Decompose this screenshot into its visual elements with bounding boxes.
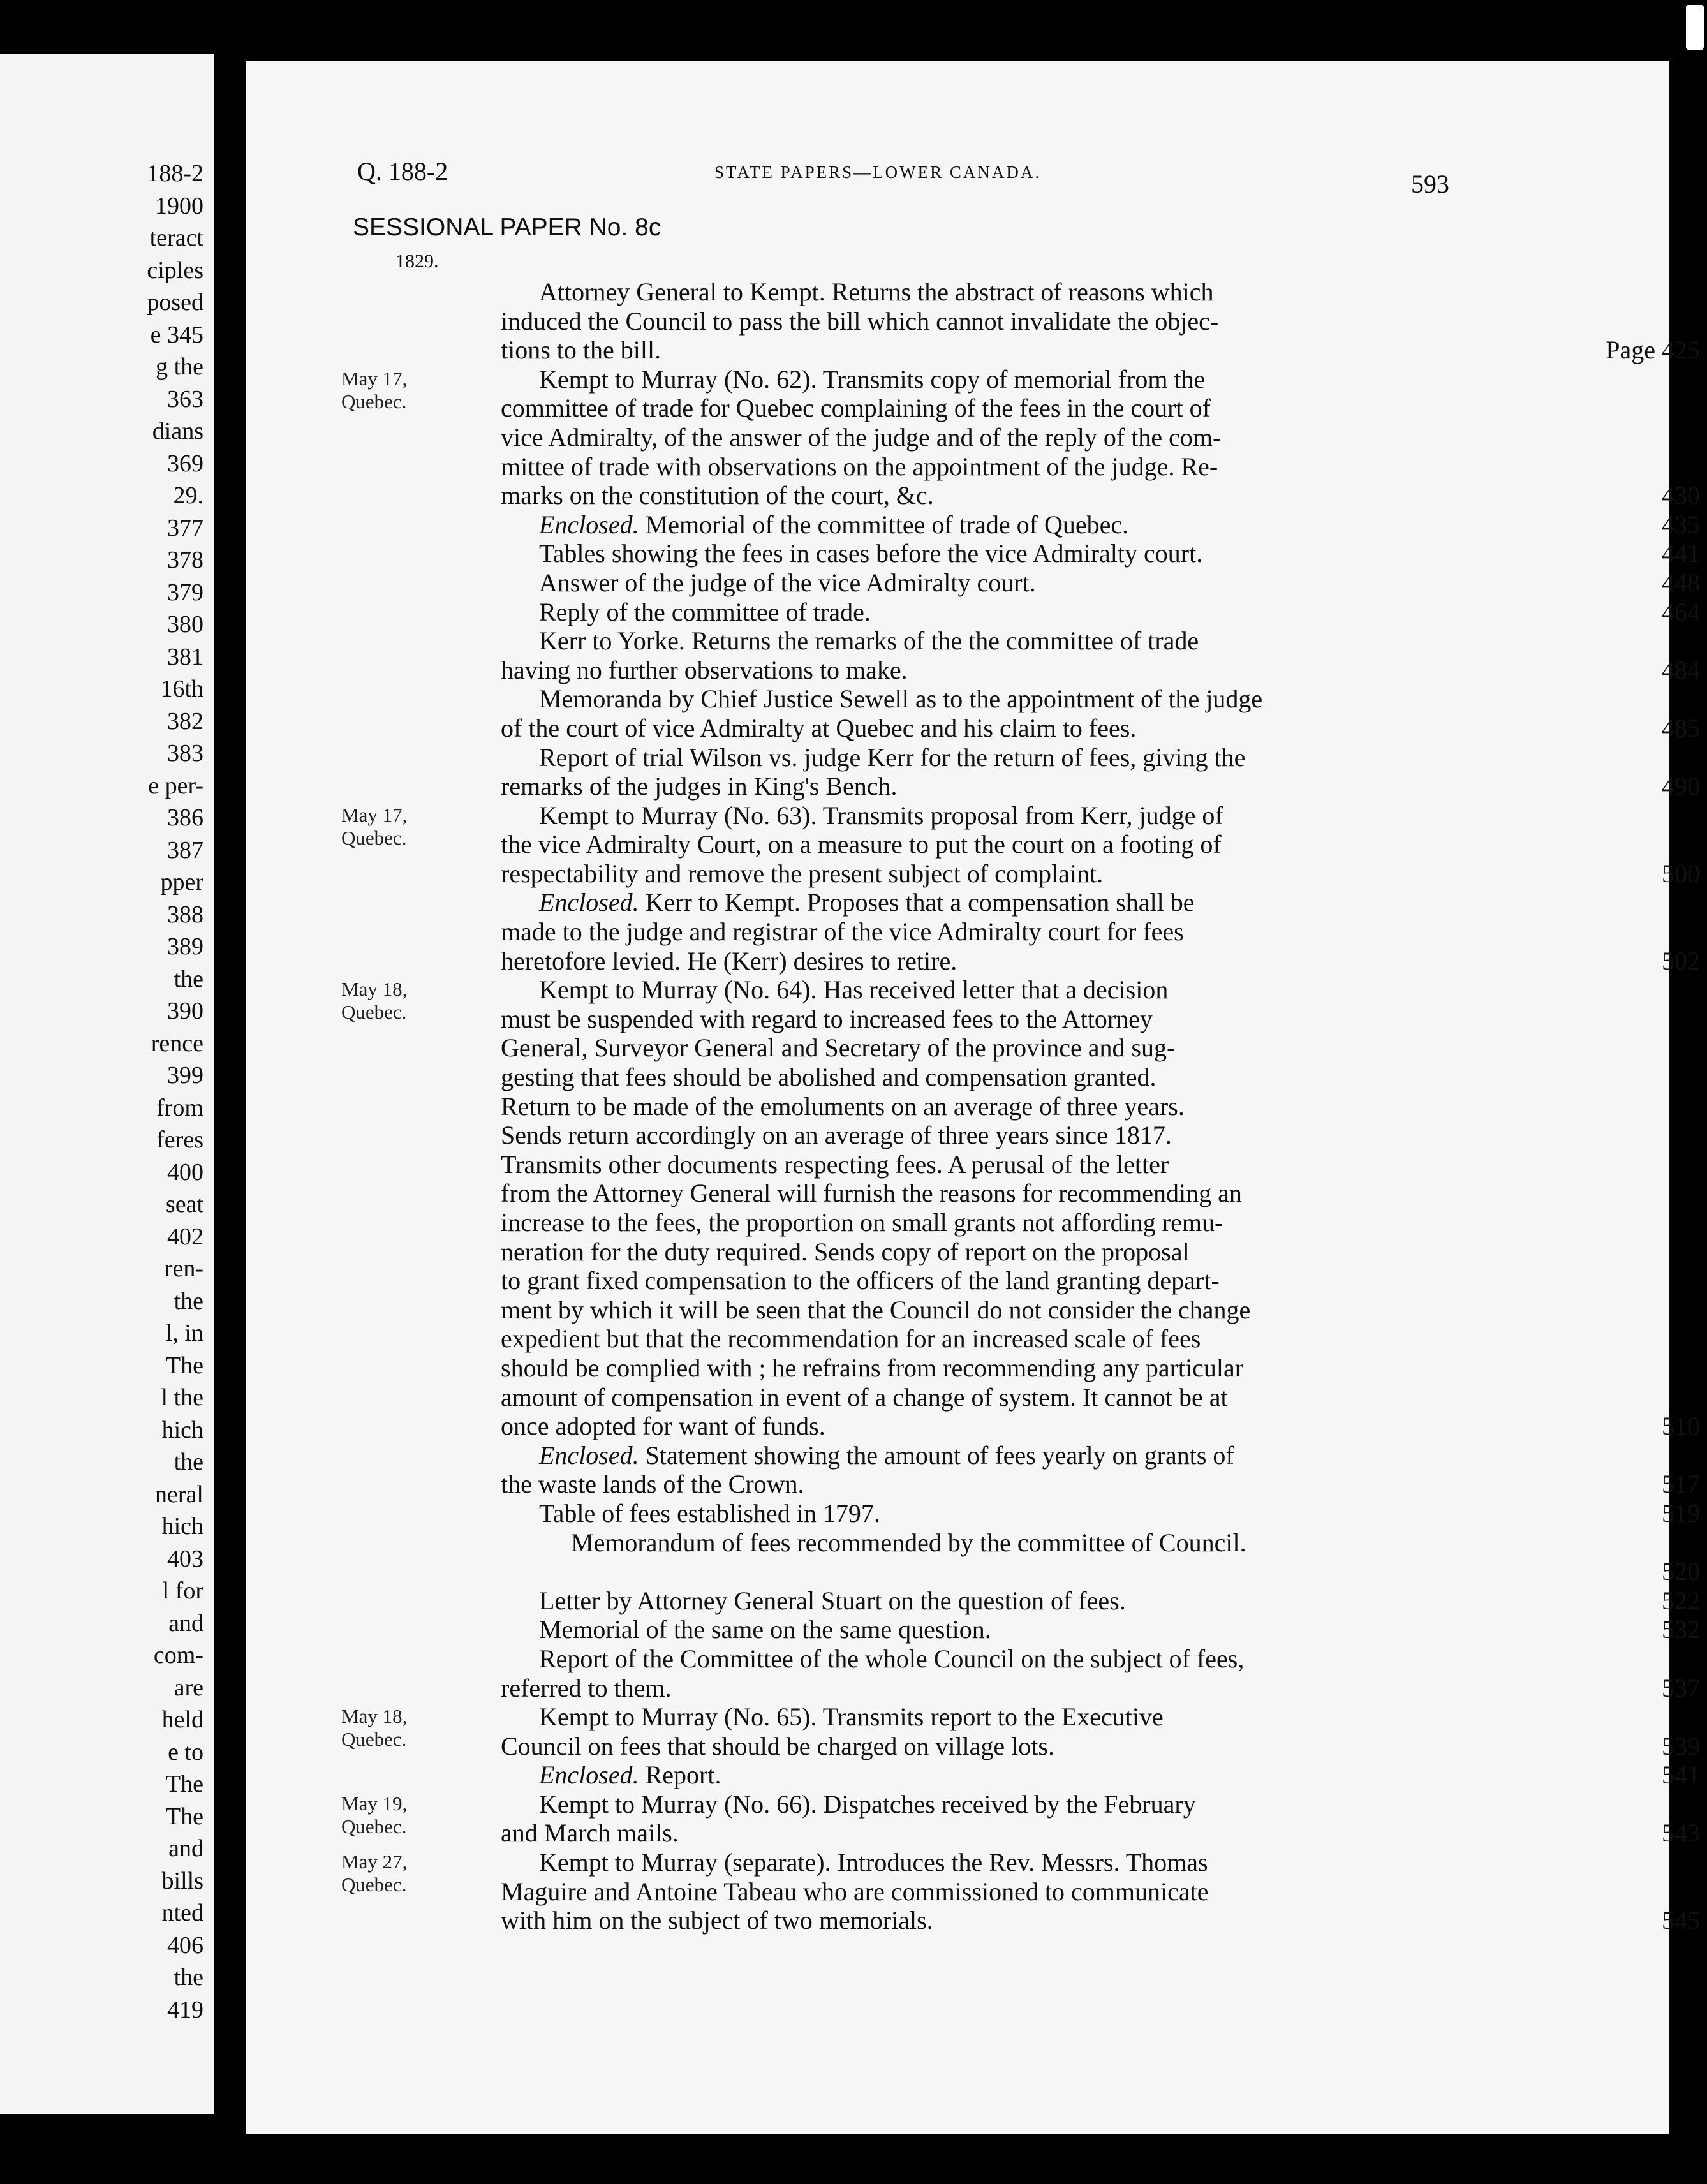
entry-line	[501, 1237, 1700, 1267]
facing-page-line: l for	[162, 1577, 203, 1604]
entry-line-text: Council on fees that should be charged on village lots.	[501, 1731, 1054, 1760]
entry-line-text: having no further observations to make.	[501, 655, 908, 684]
facing-page-line: hich	[161, 1513, 203, 1540]
entry-line	[501, 1295, 1700, 1325]
entry-line	[501, 1557, 1700, 1586]
entry-line	[501, 1732, 1700, 1761]
entry-line	[501, 975, 1700, 1005]
page-reference: Page 425	[1606, 336, 1700, 365]
entry-date	[341, 1850, 407, 1896]
entry-line-text: remarks of the judges in King's Bench.	[501, 772, 898, 801]
page-reference: 485	[1662, 713, 1700, 742]
entry-line-text: amount of compensation in event of a change of system. It cannot be at	[501, 1382, 1228, 1412]
entry-line	[501, 1819, 1700, 1848]
entry-line	[501, 1354, 1700, 1383]
facing-page-line: 400	[167, 1158, 203, 1186]
entry-line	[501, 365, 1700, 394]
page-reference: 448	[1662, 568, 1700, 597]
entry-date-place: Quebec.	[341, 826, 407, 849]
entry-line-text: Memorial of the committee of trade of Quebec.	[645, 510, 1129, 539]
entry-line-text: the waste lands of the Crown.	[501, 1470, 804, 1499]
entry-line	[501, 481, 1700, 510]
facing-page-line: 382	[167, 707, 203, 735]
entries-text-column	[501, 277, 1700, 1935]
facing-page-line: the	[174, 1449, 203, 1475]
entry-line	[501, 1441, 1700, 1470]
facing-page-line: hich	[161, 1416, 203, 1443]
entry-date-place: Quebec.	[341, 1873, 407, 1896]
facing-page-line: nted	[161, 1900, 203, 1926]
facing-page-line: 389	[167, 933, 203, 960]
facing-page-line: g the	[156, 353, 203, 380]
entry-line-text: referred to them.	[501, 1673, 672, 1702]
entry-line	[501, 1033, 1700, 1063]
entry-line	[501, 1528, 1700, 1558]
entry-line-text: Memorial of the same on the same question.	[539, 1615, 991, 1644]
facing-page-line: 369	[167, 450, 203, 477]
entry-line-text: Reply of the committee of trade.	[539, 597, 871, 626]
facing-page-line: ren-	[164, 1255, 203, 1282]
facing-page-line: 419	[167, 1996, 203, 2023]
entry-line	[501, 452, 1700, 482]
entry-date-day: May 19,	[341, 1792, 408, 1815]
entry-line-text: the vice Admiralty Court, on a measure to put the court on a footing of	[501, 830, 1222, 859]
entry-line	[501, 1790, 1700, 1819]
entry-date-day: May 17,	[341, 803, 408, 826]
entry-line	[501, 510, 1700, 540]
page-reference: 517	[1662, 1470, 1700, 1499]
entry-line	[501, 1877, 1700, 1907]
facing-page-line: 377	[167, 514, 203, 542]
facing-page-line: the	[174, 1964, 203, 1991]
entry-line	[501, 714, 1700, 743]
enclosed-label: Enclosed.	[539, 1440, 639, 1470]
entry-line-text: neration for the duty required. Sends copy of report on the proposal	[501, 1237, 1190, 1266]
entry-line-text: committee of trade for Quebec complaining of the fees in the court of	[501, 394, 1211, 423]
entry-line	[501, 277, 1700, 307]
entry-line	[501, 1266, 1700, 1295]
entry-line	[501, 1760, 1700, 1790]
entry-line-text: Kempt to Murray (No. 62). Transmits copy of memorial from the	[539, 364, 1206, 394]
entry-line	[501, 423, 1700, 452]
page-reference: 539	[1662, 1731, 1700, 1760]
facing-page-line: pper	[160, 869, 203, 896]
entry-line	[501, 1615, 1700, 1644]
entry-line-text: Kempt to Murray (separate). Introduces the Rev. Messrs. Thomas	[539, 1848, 1208, 1877]
facing-page-line: 386	[167, 804, 203, 831]
entry-line-text: once adopted for want of funds.	[501, 1412, 825, 1441]
entry-line-text: Transmits other documents respecting fees. A perusal of the letter	[501, 1149, 1169, 1179]
entry-line-text: Sends return accordingly on an average of three years since 1817.	[501, 1121, 1172, 1150]
entry-line-text: Statement showing the amount of fees yearly on grants of	[645, 1440, 1234, 1470]
entry-date-day: May 27,	[341, 1850, 408, 1873]
facing-page-line: 403	[167, 1545, 203, 1572]
page-reference: 430	[1662, 481, 1700, 510]
page-reference: 435	[1662, 510, 1700, 539]
facing-page-line: 388	[167, 901, 203, 928]
entry-line-text: Report.	[645, 1760, 721, 1790]
facing-page-line: The	[165, 1771, 203, 1797]
page-reference: 441	[1662, 539, 1700, 568]
entry-line	[501, 859, 1700, 889]
page-reference: 532	[1662, 1615, 1700, 1644]
entry-line-text: Tables showing the fees in cases before the vice Admiralty court.	[539, 539, 1203, 568]
entry-line-text: Kempt to Murray (No. 66). Dispatches received by the February	[539, 1789, 1196, 1819]
entry-line	[501, 1702, 1700, 1732]
entry-date	[341, 1705, 407, 1751]
facing-page-line: 378	[167, 547, 203, 573]
page-reference: 522	[1662, 1586, 1700, 1615]
facing-page-line: bills	[161, 1867, 203, 1894]
entry-line	[501, 1470, 1700, 1499]
page-reference: 545	[1662, 1906, 1700, 1935]
header-title: STATE PAPERS—LOWER CANADA.	[714, 163, 1042, 182]
facing-page-line: 381	[167, 643, 203, 670]
facing-page-line: are	[174, 1674, 203, 1701]
facing-page-line: 1900	[155, 192, 203, 219]
facing-page-line: 380	[167, 611, 203, 638]
facing-page-line: and	[168, 1835, 203, 1862]
entry-line	[501, 684, 1700, 714]
page-number: 593	[1411, 170, 1449, 198]
entry-line-text: Kerr to Yorke. Returns the remarks of the the committee of trade	[539, 626, 1199, 656]
entry-date-place: Quebec.	[341, 1728, 407, 1751]
entry-line-text: Kempt to Murray (No. 64). Has received letter that a decision	[539, 975, 1169, 1005]
entry-line-text: Answer of the judge of the vice Admiralty court.	[539, 568, 1036, 597]
facing-page-line: the	[174, 965, 203, 992]
page-reference: 484	[1662, 655, 1700, 684]
facing-page-line: 29.	[173, 482, 203, 509]
entry-line	[501, 1499, 1700, 1528]
entry-date-place: Quebec.	[341, 1815, 407, 1838]
page-reference: 537	[1662, 1673, 1700, 1702]
entry-line	[501, 830, 1700, 859]
facing-page-line: 379	[167, 579, 203, 606]
facing-page-line: the	[174, 1287, 203, 1315]
facing-page-line: rence	[151, 1029, 203, 1057]
facing-page-line: 387	[167, 836, 203, 864]
enclosed-label: Enclosed.	[539, 510, 639, 539]
entry-date-place: Quebec.	[341, 1001, 407, 1024]
entry-line	[501, 1586, 1700, 1616]
entry-line-text: with him on the subject of two memorials.	[501, 1906, 933, 1935]
facing-page-line: The	[165, 1352, 203, 1379]
entry-line	[501, 598, 1700, 627]
facing-page-line: com-	[153, 1642, 203, 1669]
facing-page-line: l, in	[165, 1320, 203, 1347]
entry-line-text: of the court of vice Admiralty at Quebec and his claim to fees.	[501, 713, 1137, 742]
entry-line-text: from the Attorney General will furnish the reasons for recommending an	[501, 1179, 1242, 1208]
entry-line-text: marks on the constitution of the court, &c.	[501, 481, 934, 510]
entry-line	[501, 1063, 1700, 1092]
page-reference: 464	[1662, 597, 1700, 626]
entry-line-text: Kerr to Kempt. Proposes that a compensation shall be	[645, 888, 1195, 917]
enclosed-label: Enclosed.	[539, 1760, 639, 1790]
entry-line-text: Kempt to Murray (No. 63). Transmits proposal from Kerr, judge of	[539, 801, 1223, 830]
facing-page-line: neral	[155, 1480, 203, 1508]
entry-date	[341, 367, 407, 413]
entry-line-text: tions to the bill.	[501, 336, 661, 365]
entry-line-text: ment by which it will be seen that the Council do not consider the change	[501, 1295, 1251, 1324]
entry-date-day: May 18,	[341, 1705, 408, 1728]
page-reference: 502	[1662, 946, 1700, 975]
entry-line-text: Report of the Committee of the whole Council on the subject of fees,	[539, 1644, 1245, 1673]
facing-page-line: dians	[152, 418, 203, 445]
facing-page-line: and	[168, 1609, 203, 1637]
page-reference: 541	[1662, 1760, 1700, 1790]
page-reference: 490	[1662, 772, 1700, 801]
facing-page-line: 188-2	[147, 160, 203, 187]
entry-line	[501, 307, 1700, 336]
entry-date-place: Quebec.	[341, 390, 407, 413]
entry-line	[501, 1412, 1700, 1441]
facing-page-line: l the	[161, 1384, 203, 1411]
entry-line	[501, 626, 1700, 656]
entry-line-text: Memorandum of fees recommended by the committee of Council.	[571, 1528, 1246, 1557]
entry-date	[341, 804, 407, 850]
entry-line-text: induced the Council to pass the bill which cannot invalidate the objec-	[501, 306, 1219, 336]
facing-page-line: feres	[156, 1126, 203, 1153]
year-label: 1829.	[395, 251, 439, 272]
entry-line-text: to grant fixed compensation to the officers of the land granting depart-	[501, 1266, 1220, 1295]
facing-page-line: 406	[167, 1931, 203, 1959]
enclosed-label: Enclosed.	[539, 888, 639, 917]
facing-page-line: seat	[165, 1191, 203, 1218]
entry-line	[501, 394, 1700, 423]
entry-line-text: Kempt to Murray (No. 65). Transmits report to the Executive	[539, 1702, 1164, 1732]
entry-line	[501, 336, 1700, 365]
facing-page-line: held	[161, 1706, 203, 1733]
entry-line-text: Memoranda by Chief Justice Sewell as to the appointment of the judge	[539, 684, 1263, 714]
facing-page-line: The	[165, 1803, 203, 1830]
entry-line-text: General, Surveyor General and Secretary of the province and sug-	[501, 1033, 1176, 1063]
entry-line-text: heretofore levied. He (Kerr) desires to retire.	[501, 946, 957, 975]
entry-line-text: expedient but that the recommendation for an increased scale of fees	[501, 1324, 1201, 1354]
entry-line-text: vice Admiralty, of the answer of the judge and of the reply of the com-	[501, 422, 1222, 452]
entry-line	[501, 656, 1700, 685]
header-reference: Q. 188-2	[357, 157, 448, 186]
facing-page-fragment	[0, 54, 214, 2114]
facing-page-line: 390	[167, 998, 203, 1024]
entry-date-day: May 17,	[341, 367, 408, 390]
facing-page-line: 383	[167, 740, 203, 767]
entry-date	[341, 978, 407, 1024]
entry-line	[501, 801, 1700, 830]
entry-line-text: should be complied with ; he refrains from recommending any particular	[501, 1353, 1244, 1382]
facing-page-line: 16th	[160, 675, 203, 702]
entry-line-text: Letter by Attorney General Stuart on the question of fees.	[539, 1586, 1126, 1615]
entry-date-day: May 18,	[341, 978, 408, 1001]
entry-line-text: Return to be made of the emoluments on an average of three years.	[501, 1091, 1185, 1121]
page-reference: 510	[1662, 1412, 1700, 1441]
entry-line	[501, 1674, 1700, 1703]
scan-edge-mark	[1686, 5, 1704, 50]
sessional-paper-label: SESSIONAL PAPER No. 8c	[353, 214, 661, 241]
entry-line	[501, 568, 1700, 598]
entry-date	[341, 1792, 407, 1838]
entry-line	[501, 1005, 1700, 1034]
entry-line	[501, 1906, 1700, 1935]
facing-page-line: ciples	[147, 256, 203, 284]
entry-line-text: increase to the fees, the proportion on small grants not affording remu-	[501, 1208, 1223, 1237]
page-reference: 520	[1662, 1557, 1700, 1586]
entry-line	[501, 539, 1700, 568]
entry-line-text: must be suspended with regard to increased fees to the Attorney	[501, 1004, 1153, 1033]
entry-line-text: and March mails.	[501, 1819, 679, 1848]
facing-page-line: e per-	[148, 772, 203, 799]
entry-line	[501, 1121, 1700, 1150]
entry-line	[501, 1383, 1700, 1412]
page-reference: 543	[1662, 1819, 1700, 1848]
entry-line	[501, 947, 1700, 976]
entry-line-text: Table of fees established in 1797.	[539, 1498, 880, 1528]
entry-line	[501, 1208, 1700, 1237]
entry-line-text: Attorney General to Kempt. Returns the abstract of reasons which	[539, 277, 1214, 306]
entry-line	[501, 772, 1700, 801]
entry-line-text: Report of trial Wilson vs. judge Kerr for the return of fees, giving the	[539, 742, 1246, 772]
entry-line	[501, 1848, 1700, 1877]
page-reference: 519	[1662, 1498, 1700, 1528]
facing-page-line: e 345	[150, 321, 203, 348]
page-reference: 500	[1662, 859, 1700, 888]
facing-page-line: e to	[168, 1738, 203, 1766]
entry-line-text: respectability and remove the present subject of complaint.	[501, 859, 1104, 888]
facing-page-line: from	[156, 1094, 203, 1121]
entry-line-text: Maguire and Antoine Tabeau who are commissioned to communicate	[501, 1877, 1209, 1906]
entry-line-text: mittee of trade with observations on the appointment of the judge. Re-	[501, 452, 1218, 481]
facing-page-line: posed	[147, 289, 203, 316]
book-gutter	[214, 38, 246, 2143]
facing-page-line: 363	[167, 385, 203, 413]
entry-line	[501, 1150, 1700, 1179]
entry-line	[501, 917, 1700, 947]
entry-line	[501, 743, 1700, 772]
entry-line-text: made to the judge and registrar of the vice Admiralty court for fees	[501, 917, 1184, 947]
facing-page-line: teract	[149, 225, 203, 251]
entry-line	[501, 1324, 1700, 1354]
entry-line	[501, 1644, 1700, 1674]
entry-line	[501, 1092, 1700, 1121]
document-page	[246, 61, 1700, 2134]
facing-page-line: 402	[167, 1223, 203, 1250]
entry-line-text: gesting that fees should be abolished and compensation granted.	[501, 1063, 1156, 1092]
facing-page-line: 399	[167, 1062, 203, 1089]
entry-line	[501, 888, 1700, 917]
entry-line	[501, 1179, 1700, 1208]
